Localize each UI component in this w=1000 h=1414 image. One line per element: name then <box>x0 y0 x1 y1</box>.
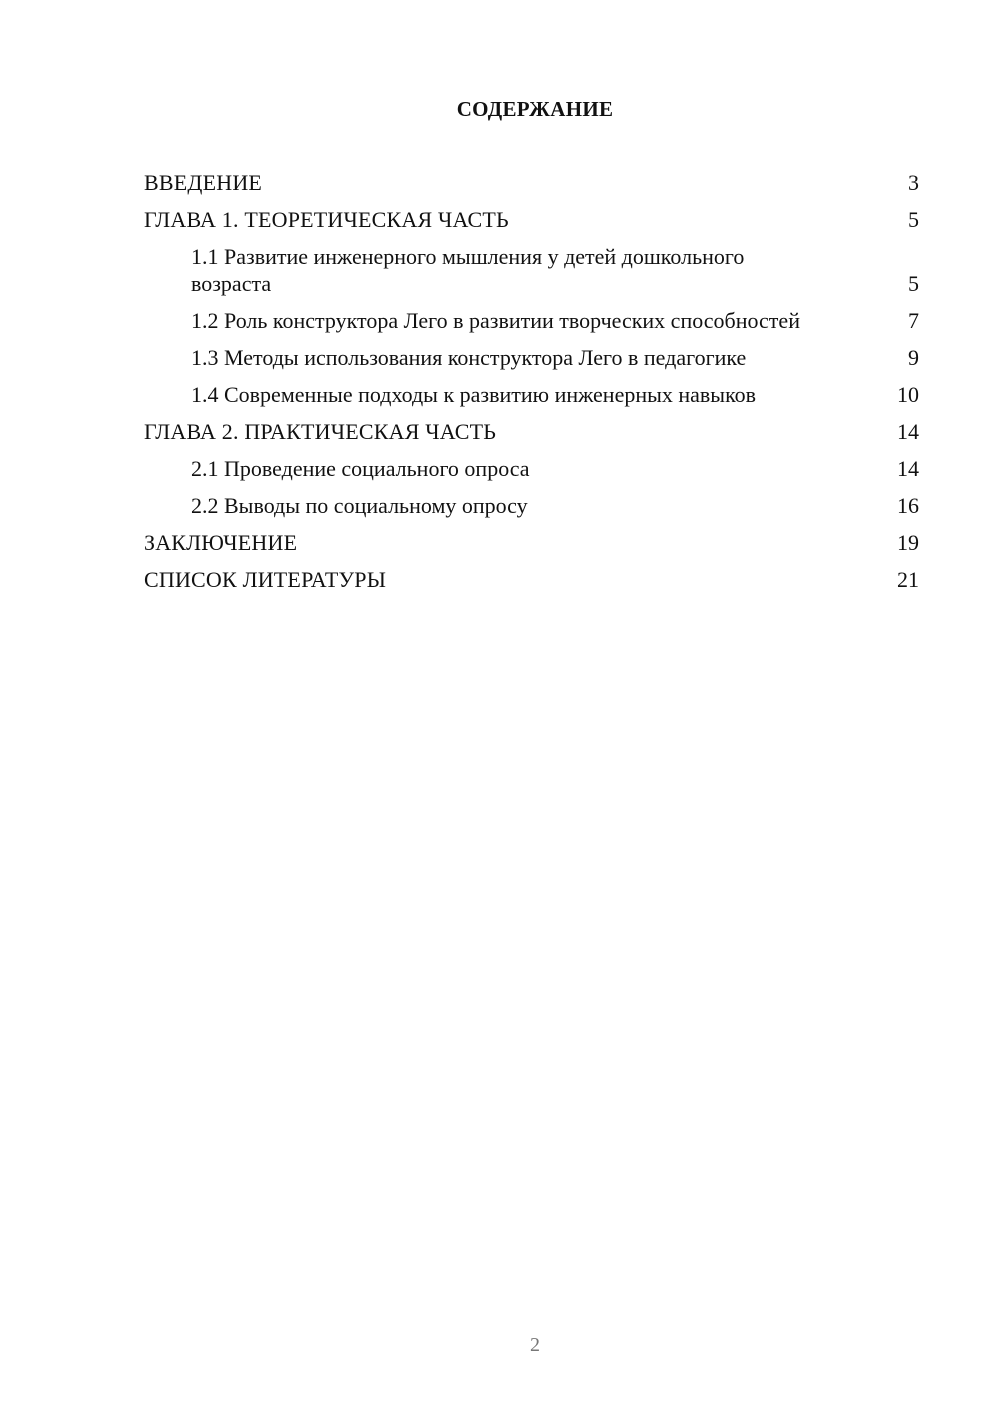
toc-entry-references[interactable] <box>144 566 919 593</box>
toc-entry-section-2-1[interactable] <box>144 455 919 482</box>
toc-entry-conclusion[interactable] <box>144 529 919 556</box>
toc-entry-title: 2.1 Проведение социального опроса <box>191 456 530 481</box>
toc-entry-title: 2.2 Выводы по социальному опросу <box>191 493 528 518</box>
toc-entry-title: 1.1 Развитие инженерного мышления у детей дошкольного возраста <box>191 244 745 296</box>
toc-entry-introduction[interactable] <box>144 169 919 196</box>
toc-entry-title: ГЛАВА 2. ПРАКТИЧЕСКАЯ ЧАСТЬ <box>144 419 497 444</box>
toc-entry-page: 7 <box>908 308 919 333</box>
toc-entry-title: ВВЕДЕНИЕ <box>144 170 263 195</box>
toc-entry-section-2-2[interactable] <box>144 492 919 519</box>
toc-entry-page: 3 <box>908 170 919 195</box>
page-title: СОДЕРЖАНИЕ <box>456 97 614 121</box>
toc-entry-title: ЗАКЛЮЧЕНИЕ <box>144 530 298 555</box>
toc-entry-page: 14 <box>897 419 919 444</box>
toc-entry-page: 5 <box>908 271 919 296</box>
toc-entry-title: СПИСОК ЛИТЕРАТУРЫ <box>144 567 387 592</box>
toc-entry-page: 16 <box>897 493 919 518</box>
toc-entry-page: 9 <box>908 345 919 370</box>
toc-entry-page: 10 <box>897 382 919 407</box>
toc-entry-section-1-1[interactable] <box>144 243 919 297</box>
toc-entry-chapter-1[interactable] <box>144 206 919 233</box>
toc-entry-section-1-4[interactable] <box>144 381 919 408</box>
toc-entry-title: ГЛАВА 1. ТЕОРЕТИЧЕСКАЯ ЧАСТЬ <box>144 207 509 232</box>
toc-entry-section-1-2[interactable] <box>144 307 919 334</box>
toc-entry-chapter-2[interactable] <box>144 418 919 445</box>
toc-entry-page: 21 <box>897 567 919 592</box>
toc-entry-section-1-3[interactable] <box>144 344 919 371</box>
toc-entry-title: 1.4 Современные подходы к развитию инженерных навыков <box>191 382 757 407</box>
page-number: 2 <box>530 1334 540 1356</box>
toc-entry-title: 1.2 Роль конструктора Лего в развитии творческих способностей <box>191 308 800 333</box>
toc-entry-page: 19 <box>897 530 919 555</box>
toc-entry-page: 14 <box>897 456 919 481</box>
toc-entry-page: 5 <box>908 207 919 232</box>
table-of-contents <box>144 169 919 603</box>
toc-entry-title: 1.3 Методы использования конструктора Лего в педагогике <box>191 345 747 370</box>
